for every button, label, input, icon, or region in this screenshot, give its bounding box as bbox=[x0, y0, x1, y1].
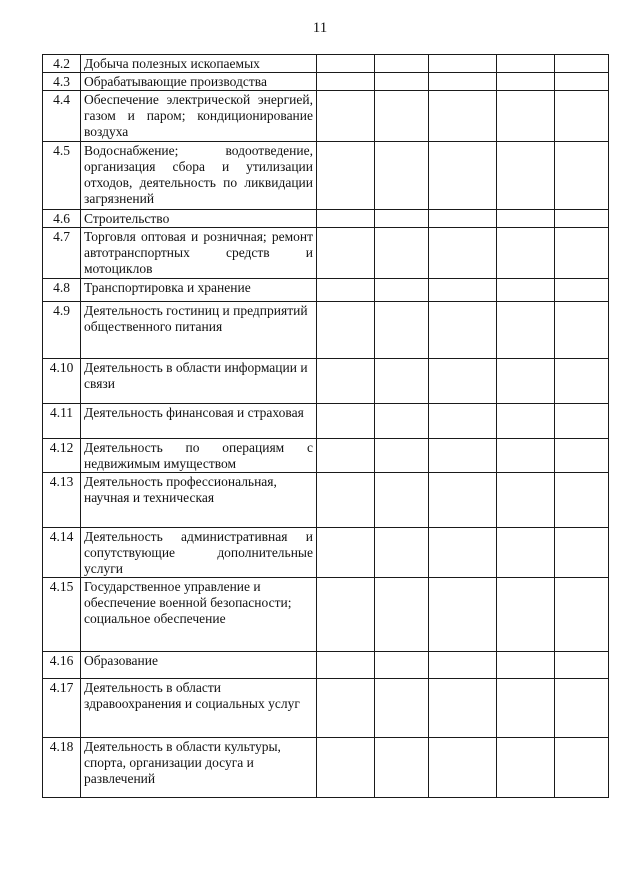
row-label: Добыча полезных ископаемых bbox=[81, 55, 317, 73]
empty-cell bbox=[317, 679, 375, 738]
empty-cell bbox=[555, 439, 609, 473]
empty-cell bbox=[497, 73, 555, 91]
empty-cell bbox=[497, 279, 555, 302]
row-number: 4.8 bbox=[43, 279, 81, 302]
empty-cell bbox=[375, 279, 429, 302]
empty-cell bbox=[497, 439, 555, 473]
empty-cell bbox=[375, 652, 429, 679]
table-row bbox=[43, 404, 609, 439]
row-number: 4.11 bbox=[43, 404, 81, 439]
empty-cell bbox=[497, 473, 555, 528]
row-number: 4.14 bbox=[43, 528, 81, 578]
row-label: Обеспечение электрической энергией, газом и паром; кондиционирование воздуха bbox=[81, 91, 317, 142]
row-number: 4.17 bbox=[43, 679, 81, 738]
table-row bbox=[43, 578, 609, 652]
table-row bbox=[43, 210, 609, 228]
row-number: 4.7 bbox=[43, 228, 81, 279]
row-label: Деятельность профессиональная, научная и техническая bbox=[81, 473, 317, 528]
row-number: 4.18 bbox=[43, 738, 81, 798]
empty-cell bbox=[375, 679, 429, 738]
empty-cell bbox=[429, 142, 497, 210]
empty-cell bbox=[317, 738, 375, 798]
empty-cell bbox=[555, 142, 609, 210]
empty-cell bbox=[555, 652, 609, 679]
row-number: 4.13 bbox=[43, 473, 81, 528]
empty-cell bbox=[497, 302, 555, 359]
row-label: Транспортировка и хранение bbox=[81, 279, 317, 302]
empty-cell bbox=[497, 210, 555, 228]
table-row bbox=[43, 439, 609, 473]
empty-cell bbox=[429, 528, 497, 578]
empty-cell bbox=[555, 578, 609, 652]
row-label: Образование bbox=[81, 652, 317, 679]
empty-cell bbox=[375, 404, 429, 439]
empty-cell bbox=[375, 473, 429, 528]
empty-cell bbox=[555, 279, 609, 302]
row-label: Деятельность в области здравоохранения и социальных услуг bbox=[81, 679, 317, 738]
row-number: 4.16 bbox=[43, 652, 81, 679]
empty-cell bbox=[317, 210, 375, 228]
row-label: Деятельность гостиниц и предприятий общественного питания bbox=[81, 302, 317, 359]
row-label: Торговля оптовая и розничная; ремонт автотранспортных средств и мотоциклов bbox=[81, 228, 317, 279]
empty-cell bbox=[375, 142, 429, 210]
empty-cell bbox=[429, 55, 497, 73]
row-number: 4.6 bbox=[43, 210, 81, 228]
empty-cell bbox=[375, 439, 429, 473]
empty-cell bbox=[317, 439, 375, 473]
empty-cell bbox=[555, 73, 609, 91]
empty-cell bbox=[429, 302, 497, 359]
empty-cell bbox=[429, 439, 497, 473]
empty-cell bbox=[317, 279, 375, 302]
row-number: 4.3 bbox=[43, 73, 81, 91]
empty-cell bbox=[375, 738, 429, 798]
row-label: Деятельность по операциям с недвижимым имуществом bbox=[81, 439, 317, 473]
row-number: 4.9 bbox=[43, 302, 81, 359]
empty-cell bbox=[555, 55, 609, 73]
empty-cell bbox=[375, 210, 429, 228]
empty-cell bbox=[317, 302, 375, 359]
row-number: 4.4 bbox=[43, 91, 81, 142]
empty-cell bbox=[497, 738, 555, 798]
empty-cell bbox=[317, 55, 375, 73]
empty-cell bbox=[555, 473, 609, 528]
row-label: Водоснабжение; водоотведение, организация сбора и утилизации отходов, деятельность по ликвидации загрязнений bbox=[81, 142, 317, 210]
empty-cell bbox=[317, 652, 375, 679]
empty-cell bbox=[429, 404, 497, 439]
empty-cell bbox=[497, 228, 555, 279]
empty-cell bbox=[317, 73, 375, 91]
empty-cell bbox=[429, 652, 497, 679]
empty-cell bbox=[555, 679, 609, 738]
empty-cell bbox=[497, 679, 555, 738]
table-row bbox=[43, 279, 609, 302]
empty-cell bbox=[375, 359, 429, 404]
table-row bbox=[43, 679, 609, 738]
empty-cell bbox=[317, 473, 375, 528]
row-label: Государственное управление и обеспечение военной безопасности; социальное обеспечение bbox=[81, 578, 317, 652]
empty-cell bbox=[497, 55, 555, 73]
table-row bbox=[43, 528, 609, 578]
table-row bbox=[43, 55, 609, 73]
table-row bbox=[43, 473, 609, 528]
empty-cell bbox=[429, 228, 497, 279]
row-label: Деятельность административная и сопутствующие дополнительные услуги bbox=[81, 528, 317, 578]
table-row bbox=[43, 228, 609, 279]
empty-cell bbox=[429, 738, 497, 798]
empty-cell bbox=[375, 228, 429, 279]
empty-cell bbox=[375, 91, 429, 142]
empty-cell bbox=[375, 528, 429, 578]
empty-cell bbox=[429, 210, 497, 228]
table-row bbox=[43, 91, 609, 142]
empty-cell bbox=[497, 578, 555, 652]
empty-cell bbox=[497, 91, 555, 142]
empty-cell bbox=[429, 473, 497, 528]
empty-cell bbox=[555, 228, 609, 279]
row-label: Деятельность в области культуры, спорта, организации досуга и развлечений bbox=[81, 738, 317, 798]
empty-cell bbox=[317, 578, 375, 652]
row-label: Деятельность финансовая и страховая bbox=[81, 404, 317, 439]
empty-cell bbox=[375, 73, 429, 91]
table-row bbox=[43, 359, 609, 404]
empty-cell bbox=[429, 578, 497, 652]
table-row bbox=[43, 73, 609, 91]
empty-cell bbox=[555, 91, 609, 142]
row-number: 4.5 bbox=[43, 142, 81, 210]
row-label: Деятельность в области информации и связи bbox=[81, 359, 317, 404]
empty-cell bbox=[555, 359, 609, 404]
empty-cell bbox=[317, 142, 375, 210]
empty-cell bbox=[317, 228, 375, 279]
empty-cell bbox=[375, 578, 429, 652]
empty-cell bbox=[317, 91, 375, 142]
empty-cell bbox=[429, 91, 497, 142]
table-row bbox=[43, 142, 609, 210]
empty-cell bbox=[375, 302, 429, 359]
page-number: 11 bbox=[312, 20, 328, 36]
table-row bbox=[43, 652, 609, 679]
table-row bbox=[43, 302, 609, 359]
empty-cell bbox=[317, 528, 375, 578]
empty-cell bbox=[429, 73, 497, 91]
empty-cell bbox=[429, 679, 497, 738]
empty-cell bbox=[497, 652, 555, 679]
empty-cell bbox=[555, 404, 609, 439]
row-number: 4.15 bbox=[43, 578, 81, 652]
empty-cell bbox=[497, 142, 555, 210]
empty-cell bbox=[317, 359, 375, 404]
empty-cell bbox=[375, 55, 429, 73]
empty-cell bbox=[555, 738, 609, 798]
row-label: Обрабатывающие производства bbox=[81, 73, 317, 91]
row-label: Строительство bbox=[81, 210, 317, 228]
empty-cell bbox=[555, 528, 609, 578]
table-row bbox=[43, 738, 609, 798]
empty-cell bbox=[429, 279, 497, 302]
empty-cell bbox=[555, 302, 609, 359]
row-number: 4.12 bbox=[43, 439, 81, 473]
empty-cell bbox=[429, 359, 497, 404]
empty-cell bbox=[497, 359, 555, 404]
indicator-table bbox=[42, 54, 609, 798]
row-number: 4.10 bbox=[43, 359, 81, 404]
empty-cell bbox=[497, 404, 555, 439]
row-number: 4.2 bbox=[43, 55, 81, 73]
empty-cell bbox=[317, 404, 375, 439]
empty-cell bbox=[555, 210, 609, 228]
empty-cell bbox=[497, 528, 555, 578]
